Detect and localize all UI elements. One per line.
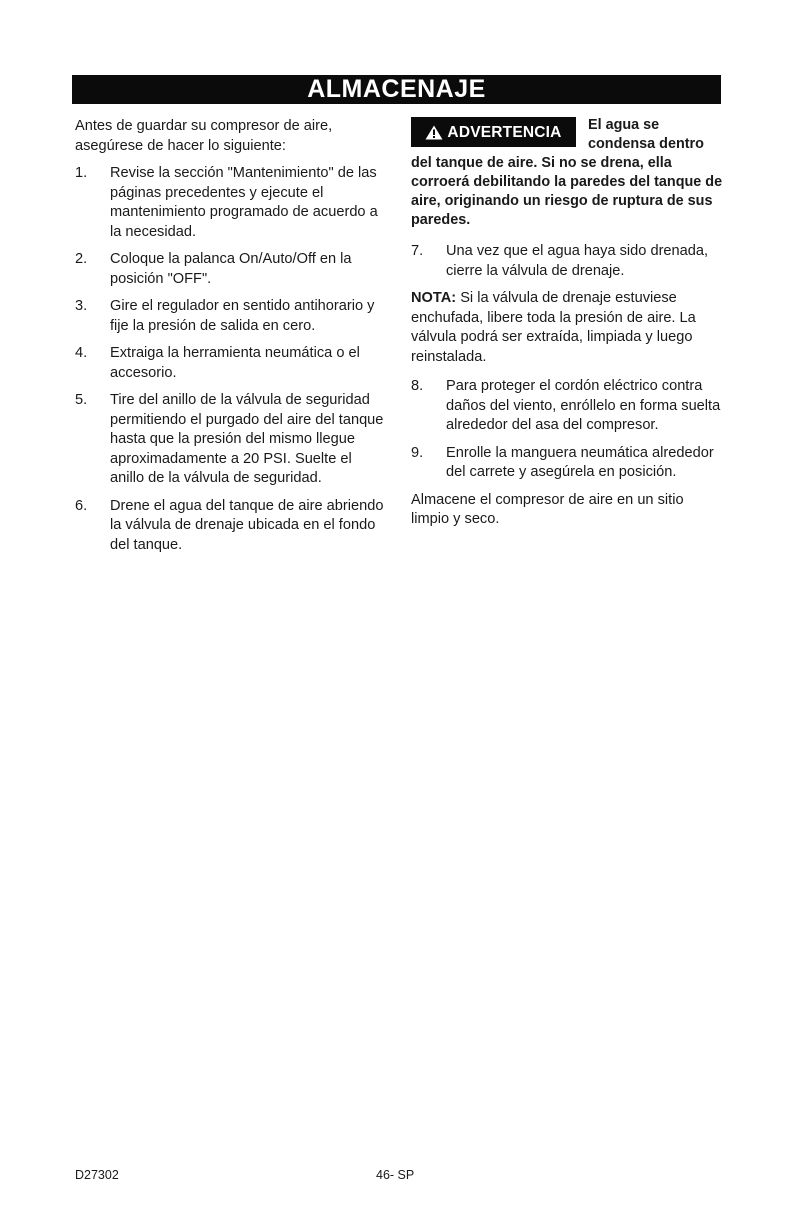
step-text: Extraiga la herramienta neumática o el accesorio. — [110, 345, 360, 381]
left-column — [75, 117, 385, 563]
note-label: NOTA: — [411, 290, 457, 306]
warning-triangle-icon — [425, 125, 443, 140]
document-code: D27302 — [75, 1168, 119, 1182]
list-item — [75, 164, 385, 242]
storage-step-7 — [411, 242, 723, 281]
step-number: 3. — [75, 298, 88, 314]
list-item — [75, 391, 385, 489]
warning-body-text: del tanque de aire. Si no se drena, ella corroerá debilitando la paredes del tanque de aire, originando un riesgo de ruptura de sus paredes. — [411, 155, 723, 228]
step-number: 5. — [75, 392, 88, 408]
page-number: 46- SP — [376, 1168, 415, 1182]
step-text: Para proteger el cordón eléctrico contra daños del viento, enróllelo en forma suelta alrededor del asa del compresor. — [446, 378, 721, 433]
warning-badge — [411, 117, 576, 147]
list-item — [411, 444, 723, 483]
step-text: Drene el agua del tanque de aire abriendo la válvula de drenaje ubicada en el fondo del tanque. — [110, 497, 384, 553]
step-number: 8. — [411, 378, 424, 394]
step-number: 6. — [75, 497, 88, 514]
list-item — [75, 497, 385, 556]
step-number: 4. — [75, 345, 88, 361]
right-column — [411, 117, 723, 538]
list-item — [75, 250, 385, 289]
storage-steps-left — [75, 164, 385, 555]
step-text: Una vez que el agua haya sido drenada, cierre la válvula de drenaje. — [446, 243, 709, 279]
list-item — [411, 242, 723, 281]
storage-steps-right — [411, 377, 723, 483]
section-title: ALMACENAJE — [307, 75, 486, 103]
note-text: Si la válvula de drenaje estuviese enchufada, libere toda la presión de aire. La válvula podrá ser extraída, limpiada y luego reinstalada. — [411, 290, 696, 365]
step-text: Coloque la palanca On/Auto/Off en la posición "OFF". — [110, 251, 352, 287]
closing-text: Almacene el compresor de aire en un sitio limpio y seco. — [411, 491, 684, 527]
step-text: Enrolle la manguera neumática alrededor del carrete y asegúrela en posición. — [446, 444, 714, 480]
section-title-bar — [72, 75, 721, 104]
note-paragraph — [411, 289, 723, 367]
warning-label: ADVERTENCIA — [447, 123, 562, 141]
step-text: Revise la sección "Mantenimiento" de las páginas precedentes y ejecute el mantenimiento programado de acuerdo a la necesidad. — [110, 165, 378, 240]
list-item — [411, 377, 723, 436]
list-item — [75, 344, 385, 383]
warning-heading-text: El agua se condensa dentro — [588, 117, 704, 152]
intro-text: Antes de guardar su compresor de aire, asegúrese de hacer lo siguiente: — [75, 118, 333, 154]
warning-block — [411, 116, 723, 154]
step-number: 1. — [75, 165, 88, 181]
step-text: Tire del anillo de la válvula de seguridad permitiendo el purgado del aire del tanque hasta que la presión del mismo llegue aproximadamente a 20 PSI. Suelte el anillo de la válvula de seguridad. — [110, 392, 384, 486]
step-text: Gire el regulador en sentido antihorario y fije la presión de salida en cero. — [110, 298, 375, 334]
list-item — [75, 297, 385, 336]
step-number: 2. — [75, 251, 88, 267]
step-number: 7. — [411, 243, 424, 259]
step-number: 9. — [411, 444, 424, 461]
